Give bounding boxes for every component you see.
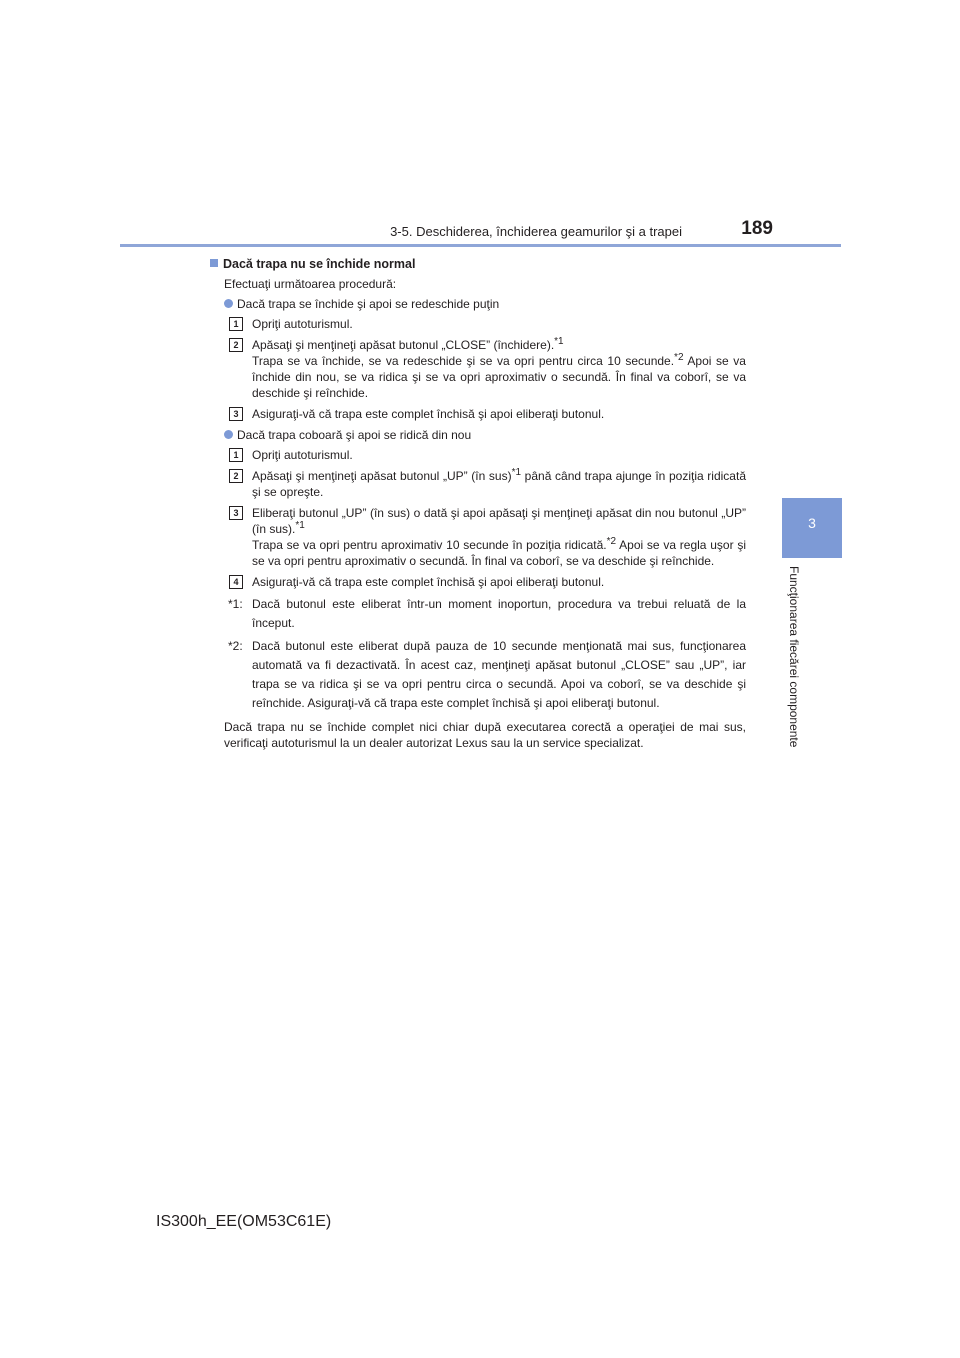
step-number: 2 bbox=[229, 469, 243, 483]
step-item bbox=[210, 406, 746, 422]
manual-code: IS300h_EE(OM53C61E) bbox=[156, 1213, 332, 1230]
footnote bbox=[210, 637, 746, 713]
step-number: 2 bbox=[229, 338, 243, 352]
step-item bbox=[210, 574, 746, 590]
header-rule bbox=[120, 244, 841, 247]
step-item bbox=[210, 505, 746, 569]
circle-bullet-icon bbox=[224, 430, 233, 439]
footnote-ref: *2 bbox=[606, 536, 617, 547]
footnote-mark: *2: bbox=[228, 639, 243, 653]
case-bullet: Dacă trapa se închide şi apoi se redeschide puţin bbox=[224, 296, 746, 312]
step-number: 3 bbox=[229, 506, 243, 520]
step-item bbox=[210, 316, 746, 332]
step-text: Apăsaţi şi menţineţi apăsat butonul „UP” (în sus)$^{*1}$ până când trapa ajunge în poziţia ridicată şi se opreşte. bbox=[252, 467, 746, 499]
circle-bullet-icon bbox=[224, 299, 233, 308]
step-text: Asiguraţi-vă că trapa este complet închisă şi apoi eliberaţi butonul. bbox=[252, 407, 605, 421]
step-number: 4 bbox=[229, 575, 243, 589]
step-text: Opriţi autoturismul. bbox=[252, 448, 353, 462]
chapter-label: Funcţionarea fiecărei componente bbox=[787, 566, 801, 748]
step-text: Asiguraţi-vă că trapa este complet închisă şi apoi eliberaţi butonul. bbox=[252, 575, 605, 589]
header-title: 3-5. Deschiderea, închiderea geamurilor şi a trapei bbox=[390, 224, 682, 239]
step-text: Eliberaţi butonul „UP” (în sus) o dată şi apoi apăsaţi şi menţineţi apăsat din nou butonul „UP” (în sus).$^{*1}$ Trapa se va opri pentru aproximativ 10 secunde în poziţia ridicată.$^{*2}$ Apoi se va regla uşor şi se va opri pentru aproximativ o secundă. În final va coborî, se va deschide şi reînchide. bbox=[252, 506, 746, 568]
step-number: 1 bbox=[229, 317, 243, 331]
footnote bbox=[210, 595, 746, 633]
main-content bbox=[210, 256, 746, 751]
page-header bbox=[120, 218, 840, 246]
footnote-ref: *1 bbox=[295, 520, 305, 531]
square-bullet-icon bbox=[210, 259, 218, 267]
chapter-tab bbox=[782, 498, 842, 558]
step-number: 1 bbox=[229, 448, 243, 462]
step-item bbox=[210, 337, 746, 401]
footnote-ref: *1 bbox=[511, 467, 522, 478]
page-number: 189 bbox=[741, 218, 773, 239]
step-number: 3 bbox=[229, 407, 243, 421]
step-item bbox=[210, 468, 746, 500]
case-bullet: Dacă trapa coboară şi apoi se ridică din nou bbox=[224, 427, 746, 443]
footnote-ref: *2 bbox=[674, 352, 684, 363]
step-text: Opriţi autoturismul. bbox=[252, 317, 353, 331]
chapter-number: 3 bbox=[808, 515, 816, 531]
footnote-text: Dacă butonul este eliberat într-un moment inoportun, procedura va trebui reluată de la început. bbox=[252, 597, 746, 630]
footnote-mark: *1: bbox=[228, 597, 243, 611]
footnote-text: Dacă butonul este eliberat după pauza de 10 secunde menţionată mai sus, funcţionarea automată va fi dezactivată. În acest caz, menţineţi apăsat butonul „CLOSE” sau „UP”, iar trapa se va ridica şi se va opri pentru circa o secundă. Apoi va coborî, se va deschide şi reînchide. Asiguraţi-vă că trapa este complet închisă şi apoi eliberaţi butonul. bbox=[252, 639, 746, 710]
section-intro: Efectuaţi următoarea procedură: bbox=[224, 277, 397, 291]
step-text: Apăsaţi şi menţineţi apăsat butonul „CLOSE” (închidere).$^{*1}$ Trapa se va închide, se va redeschide şi se va opri pentru circa 10 secunde.$^{*2}$ Apoi se va închide din nou, se va ridica şi se va opri aproximativ o secundă. În final va coborî, se va deschide şi reînchide. bbox=[252, 336, 746, 400]
step-item bbox=[210, 447, 746, 463]
section-title: Dacă trapa nu se închide normal bbox=[210, 256, 746, 272]
closing-paragraph: Dacă trapa nu se închide complet nici chiar după executarea corectă a operaţiei de mai sus, verificaţi autoturismul la un dealer autorizat Lexus sau la un service specializat. bbox=[224, 720, 746, 750]
footnote-ref: *1 bbox=[554, 336, 564, 347]
